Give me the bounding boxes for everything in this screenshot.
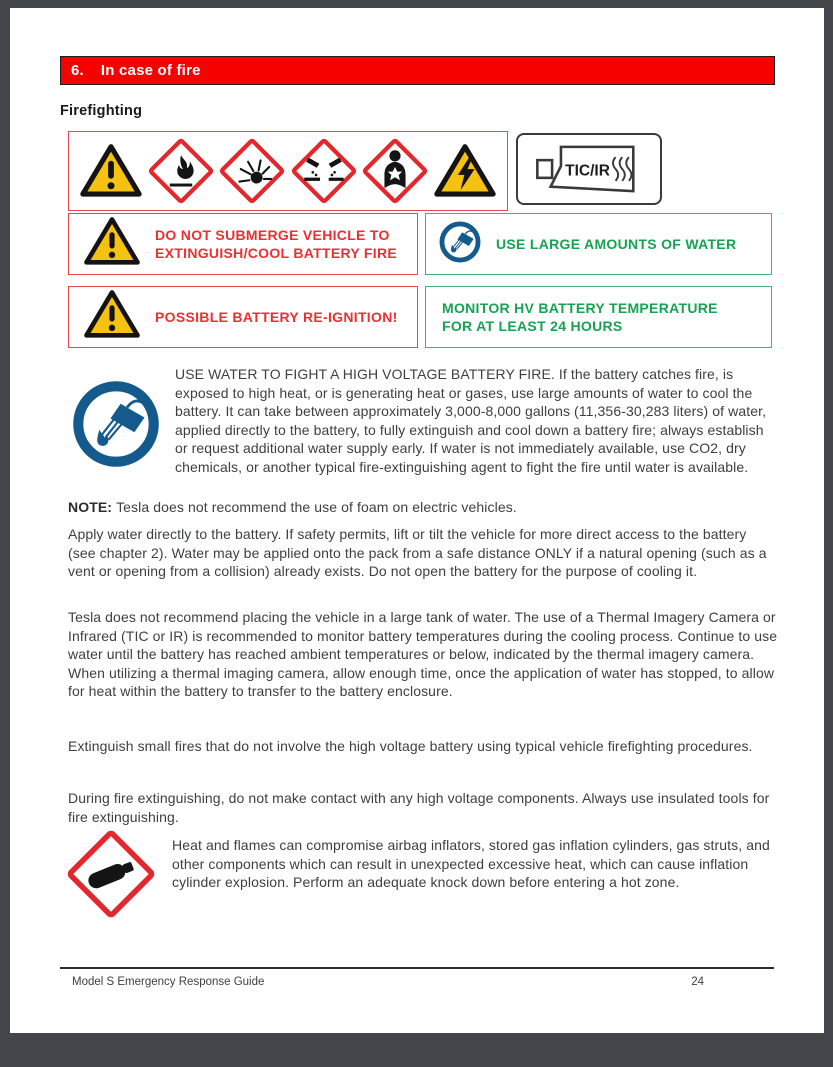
ghs-gas-cylinder-icon	[62, 828, 160, 925]
electrical-hazard-icon	[433, 142, 497, 200]
airbag-paragraph: Heat and flames can compromise airbag inflators, stored gas inflation cylinders, gas struts, and other components which can result in unexpected excessive heat, which can cause inflation cylinder explosion. Perform an adequate knock down before entering a hot zone.	[172, 837, 770, 891]
warning-triangle-icon	[83, 216, 141, 272]
insulated-tools-paragraph: During fire extinguishing, do not make contact with any high voltage components. Always use insulated tools for fire extinguishing.	[68, 790, 770, 825]
tank-paragraph: Tesla does not recommend placing the vehicle in a large tank of water. The use of a Thermal Imagery Camera or Infrared (TIC or IR) is recommended to monitor battery temperatures during the cooling process. Continue to use water until the battery has reached ambient temperatures or below, indicated by the thermal imagery camera. When utilizing a thermal imaging camera, allow enough time, once the application of water has stopped, to allow for heat within the battery to transfer to the battery enclosure.	[68, 609, 778, 700]
warning-triangle-icon	[83, 289, 141, 345]
note-text: Tesla does not recommend the use of foam on electric vehicles.	[116, 499, 517, 515]
hazard-pictogram-strip	[68, 131, 508, 211]
monitor-battery-safety-box	[425, 286, 772, 348]
note-paragraph	[68, 498, 775, 517]
do-not-submerge-text: DO NOT SUBMERGE VEHICLE TO EXTINGUISH/COOL BATTERY FIRE	[155, 226, 398, 261]
tic-ir-camera-box	[516, 133, 662, 205]
warning-triangle-icon	[79, 142, 143, 200]
page-footer	[60, 976, 774, 988]
use-water-safety-box	[425, 213, 772, 275]
tic-ir-label: TIC/IR	[565, 162, 610, 180]
do-not-submerge-warning-box	[68, 213, 418, 275]
footer-document-title: Model S Emergency Response Guide	[72, 976, 265, 988]
footer-divider	[60, 967, 774, 969]
note-label: NOTE:	[68, 499, 113, 515]
ghs-flammable-icon	[148, 138, 214, 204]
ghs-explosive-icon	[219, 138, 285, 204]
section-title: In case of fire	[100, 62, 201, 79]
section-number: 6.	[71, 62, 84, 79]
water-bucket-icon	[438, 220, 482, 269]
ghs-health-hazard-icon	[362, 138, 428, 204]
thermal-camera-icon	[520, 138, 658, 200]
water-bucket-icon-large	[70, 378, 162, 475]
re-ignition-warning-box	[68, 286, 418, 348]
monitor-battery-text: MONITOR HV BATTERY TEMPERATURE FOR AT LEAST 24 HOURS	[442, 299, 718, 334]
re-ignition-text: POSSIBLE BATTERY RE-IGNITION!	[155, 308, 398, 325]
apply-water-paragraph: Apply water directly to the battery. If safety permits, lift or tilt the vehicle for more direct access to the battery (see chapter 2). Water may be applied onto the pack from a safe distance ONLY if a natural opening (such as a vent or opening from a collision) already exists. Do not open the battery for the purpose of cooling it.	[68, 526, 767, 580]
use-water-paragraph: USE WATER TO FIGHT A HIGH VOLTAGE BATTERY FIRE. If the battery catches fire, is exposed to high heat, or is generating heat or gases, use large amounts of water to cool the battery. It can take between approximately 3,000-8,000 gallons (11,356-30,283 liters) of water, applied directly to the battery, to fully extinguish and cool down a battery fire; always establish or request additional water supply early. If water is not immediately available, use CO2, dry chemicals, or another typical fire-extinguishing agent to fight the fire until water is available.	[175, 366, 767, 475]
footer-page-number: 24	[691, 976, 704, 988]
firefighting-heading: Firefighting	[60, 103, 143, 119]
section-header-bar	[60, 56, 775, 85]
use-water-text: USE LARGE AMOUNTS OF WATER	[496, 235, 737, 252]
document-page	[10, 8, 824, 1033]
small-fires-paragraph: Extinguish small fires that do not involve the high voltage battery using typical vehicle firefighting procedures.	[68, 738, 753, 754]
ghs-corrosive-icon	[291, 138, 357, 204]
